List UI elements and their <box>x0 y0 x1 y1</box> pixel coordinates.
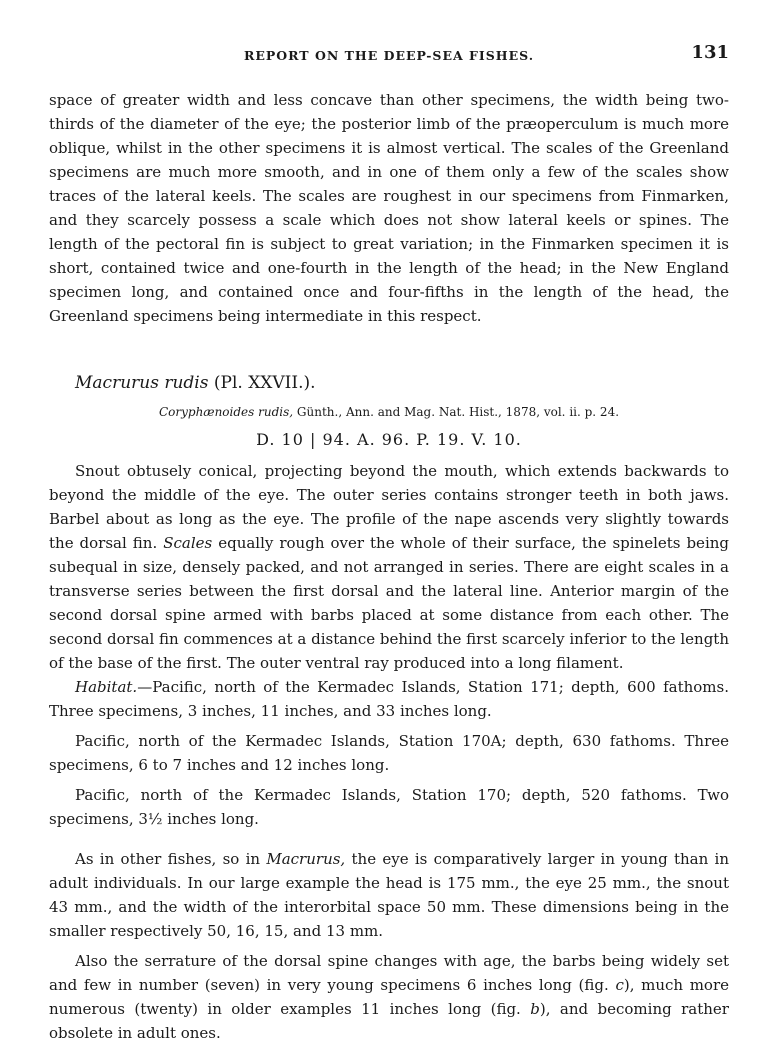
notes-p2-c: ), and becoming rather obsolete in adult ones. <box>49 1000 729 1042</box>
page <box>49 38 729 1045</box>
page-header <box>49 38 729 68</box>
scales-word: Scales <box>163 534 213 552</box>
fig-b-label: b <box>530 1000 540 1018</box>
notes-p1-b: the eye is comparatively larger in young than in adult individuals. In our large example the head is 175 mm., the eye 25 mm., the snout 43 mm., and the width of the interorbital space 50 mm. These dimensions being in the smaller respectively 50, 16, 15, and 13 mm. <box>49 850 729 940</box>
habitat-paragraph-1 <box>49 675 729 723</box>
synonym-line <box>49 402 729 422</box>
habitat-text-1: —Pacific, north of the Kermadec Islands, Station 171; depth, 600 fathoms. Three specimens, 3 inches, 11 inches, and 33 inches long. <box>49 678 729 720</box>
notes-p2-a: Also the serrature of the dorsal spine changes with age, the barbs being widely set and few in number (seven) in very young specimens 6 inches long (fig. <box>49 952 729 994</box>
genus-name: Macrurus, <box>266 850 346 868</box>
notes-paragraph-1 <box>49 847 729 943</box>
synonym-name: Coryphænoides rudis, <box>158 405 294 419</box>
fig-c-label: c <box>615 976 624 994</box>
habitat-paragraph-3: Pacific, north of the Kermadec Islands, Station 170; depth, 520 fathoms. Two specimens, 3½ inches long. <box>49 786 729 828</box>
description-part2: equally rough over the whole of their surface, the spinelets being subequal in size, densely packed, and not arranged in series. There are eight scales in a transverse series between the first dorsal and the lateral line. Anterior margin of the second dorsal spine armed with barbs placed at some distance from each other. The second dorsal fin commences at a distance behind the first scarcely inferior to the length of the base of the first. The outer ventral ray produced into a long filament. <box>49 534 729 672</box>
species-name: Macrurus rudis <box>75 373 209 393</box>
page-number: 131 <box>691 42 729 63</box>
paragraph-continued: space of greater width and less concave than other specimens, the width being two-thirds of the diameter of the eye; the posterior limb of the præoperculum is much more oblique, whilst in the other specimens it is almost vertical. The scales of the Greenland specimens are much more smooth, and in one of them only a few of the scales show traces of the lateral keels. The scales are roughest in our specimens from Finmarken, and they scarcely possess a scale which does not show lateral keels or spines. The length of the pectoral fin is subject to great variation; in the Finmarken specimen it is short, contained twice and one-fourth in the length of the head; in the New England specimen long, and contained once and four-fifths in the length of the head, the Greenland specimens being intermediate in this respect. <box>49 91 729 325</box>
description-paragraph <box>49 459 729 675</box>
notes-p2-b: ), much more numerous (twenty) in older examples 11 inches long (fig. <box>49 976 729 1018</box>
fin-formula: D. 10 | 94. A. 96. P. 19. V. 10. <box>256 430 522 449</box>
plate-reference: (Pl. XXVII.). <box>213 373 316 393</box>
species-heading <box>49 370 729 396</box>
habitat-paragraph-2: Pacific, north of the Kermadec Islands, Station 170A; depth, 630 fathoms. Three specimens, 6 to 7 inches and 12 inches long. <box>49 732 729 774</box>
notes-paragraph-2 <box>49 949 729 1045</box>
synonym-reference: Günth., Ann. and Mag. Nat. Hist., 1878, vol. ii. p. 24. <box>296 405 620 419</box>
running-head: REPORT ON THE DEEP-SEA FISHES. <box>243 48 535 63</box>
notes-p1-a: As in other fishes, so in <box>75 850 261 868</box>
description-part1: Snout obtusely conical, projecting beyond the mouth, which extends backwards to beyond the middle of the eye. The outer series contains stronger teeth in both jaws. Barbel about as long as the eye. The profile of the nape ascends very slightly towards the dorsal fin. <box>49 462 729 552</box>
habitat-label: Habitat. <box>75 678 138 696</box>
